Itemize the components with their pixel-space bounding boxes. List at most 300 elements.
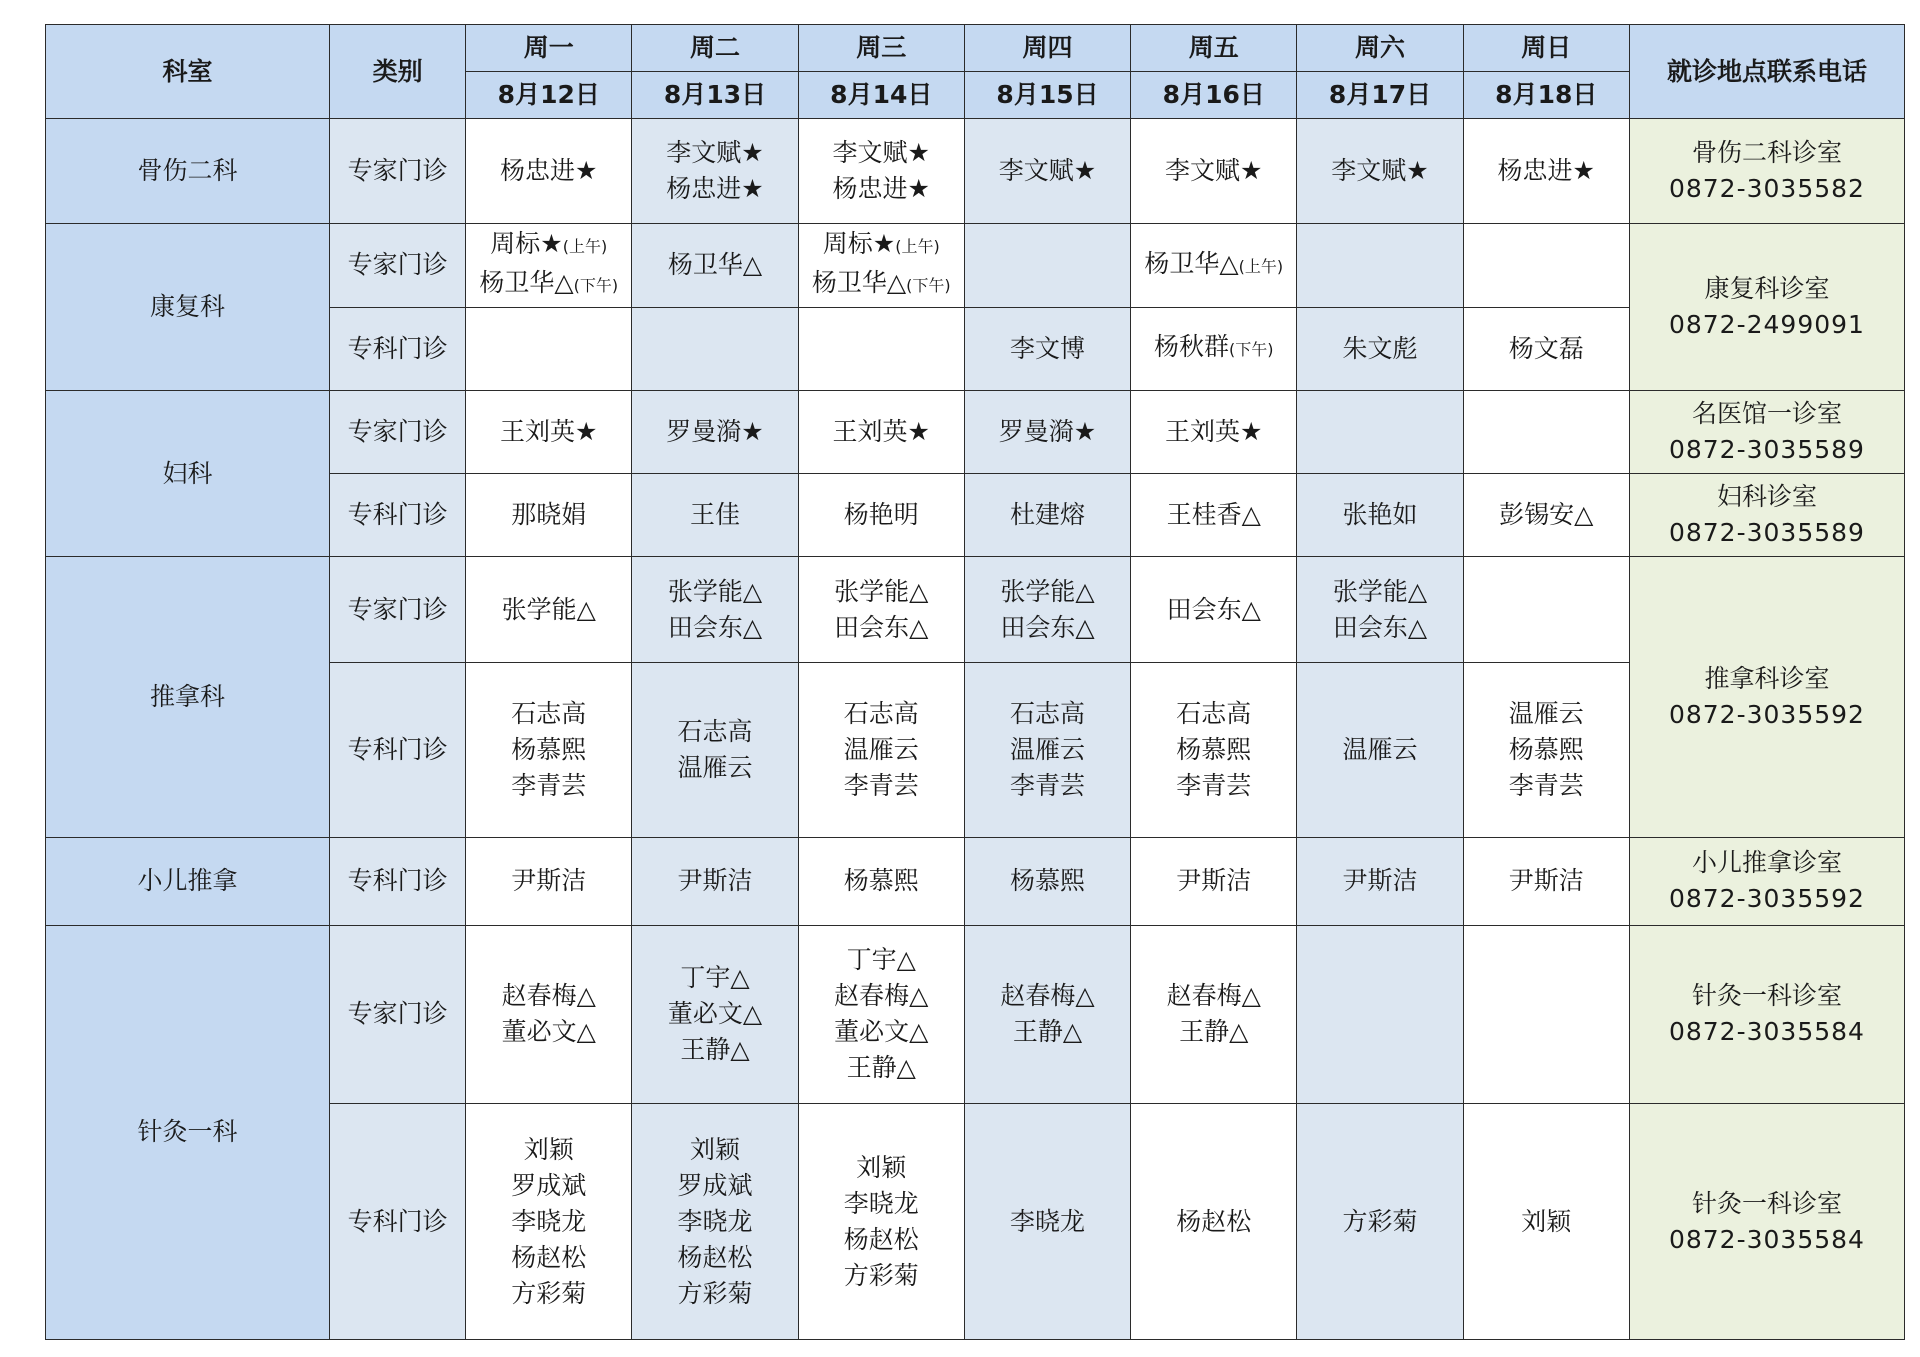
doctor-name: 周标★ bbox=[490, 229, 563, 259]
schedule-row bbox=[46, 224, 1905, 307]
location-name: 妇科诊室 bbox=[1716, 482, 1817, 512]
doctor-name: 杨赵松 bbox=[677, 1242, 753, 1272]
doctor-cell bbox=[798, 1104, 964, 1340]
doctor-cell bbox=[1131, 390, 1297, 473]
doctor-entry bbox=[803, 863, 960, 899]
doctor-name: 张学能△ bbox=[1000, 576, 1095, 606]
doctor-entry bbox=[969, 978, 1126, 1014]
doctor-name: 罗曼漪★ bbox=[998, 417, 1097, 446]
location-cell bbox=[1629, 1104, 1904, 1340]
doctor-name: 彭锡安△ bbox=[1499, 500, 1594, 530]
location-name: 小儿推拿诊室 bbox=[1691, 848, 1842, 878]
doctor-cell bbox=[1131, 474, 1297, 557]
doctor-cell bbox=[1463, 119, 1629, 224]
doctor-entry bbox=[470, 1014, 627, 1050]
doctor-entry bbox=[1468, 696, 1625, 732]
doctor-name: 丁宇△ bbox=[846, 945, 916, 975]
doctor-entry bbox=[803, 732, 960, 768]
location-name: 推拿科诊室 bbox=[1704, 664, 1830, 694]
doctor-entry bbox=[636, 1240, 793, 1276]
doctor-name: 石志高 bbox=[1010, 699, 1086, 729]
doctor-name: 尹斯洁 bbox=[1342, 866, 1418, 896]
header-location: 就诊地点联系电话 bbox=[1629, 25, 1904, 119]
clinic-type: 专家门诊 bbox=[330, 119, 466, 224]
doctor-name: 杨慕熙 bbox=[1176, 735, 1252, 765]
doctor-cell bbox=[798, 838, 964, 925]
doctor-name: 石志高 bbox=[677, 717, 753, 747]
doctor-cell bbox=[964, 224, 1130, 307]
doctor-name: 李青芸 bbox=[1010, 771, 1086, 801]
doctor-cell bbox=[466, 474, 632, 557]
location-cell bbox=[1629, 119, 1904, 224]
doctor-entry bbox=[636, 863, 793, 899]
doctor-name: 尹斯洁 bbox=[677, 866, 753, 896]
doctor-entry bbox=[1135, 978, 1292, 1014]
doctor-entry bbox=[969, 497, 1126, 533]
header-date: 8月16日 bbox=[1131, 72, 1297, 119]
session-note: (上午) bbox=[895, 237, 940, 257]
doctor-entry bbox=[803, 265, 960, 304]
doctor-entry bbox=[636, 750, 793, 786]
doctor-cell bbox=[1297, 224, 1463, 307]
doctor-entry bbox=[803, 610, 960, 646]
doctor-cell bbox=[466, 390, 632, 473]
doctor-name: 温雁云 bbox=[1342, 735, 1418, 765]
doctor-name: 王静△ bbox=[1179, 1017, 1249, 1047]
header-date: 8月14日 bbox=[798, 72, 964, 119]
doctor-cell bbox=[466, 925, 632, 1104]
doctor-entry bbox=[470, 497, 627, 533]
doctor-name: 董必文△ bbox=[667, 999, 763, 1029]
doctor-entry bbox=[1135, 329, 1292, 368]
location-phone: 0872-2499091 bbox=[1668, 310, 1865, 340]
doctor-cell bbox=[798, 307, 964, 390]
doctor-entry bbox=[1301, 1204, 1458, 1240]
location-name: 针灸一科诊室 bbox=[1691, 981, 1842, 1011]
doctor-entry bbox=[636, 1132, 793, 1168]
doctor-name: 那晓娟 bbox=[511, 500, 587, 530]
schedule-body bbox=[46, 119, 1905, 1340]
doctor-name: 李文赋★ bbox=[1331, 156, 1429, 186]
doctor-entry bbox=[470, 696, 627, 732]
doctor-name: 刘颖 bbox=[856, 1152, 907, 1182]
doctor-entry bbox=[969, 331, 1126, 367]
doctor-entry bbox=[636, 135, 793, 171]
doctor-name: 方彩菊 bbox=[1342, 1206, 1418, 1236]
doctor-entry bbox=[470, 768, 627, 804]
clinic-type: 专科门诊 bbox=[330, 1104, 466, 1340]
doctor-name: 杨文磊 bbox=[1508, 333, 1584, 363]
doctor-name: 杨慕熙 bbox=[1508, 735, 1584, 765]
doctor-name: 李文赋★ bbox=[998, 156, 1097, 186]
doctor-entry bbox=[969, 768, 1126, 804]
doctor-name: 李青芸 bbox=[1508, 771, 1584, 801]
doctor-entry bbox=[470, 1132, 627, 1168]
department-name: 小儿推拿 bbox=[46, 838, 330, 925]
doctor-cell bbox=[1131, 838, 1297, 925]
doctor-cell bbox=[964, 662, 1130, 838]
doctor-entry bbox=[470, 978, 627, 1014]
location-phone: 0872-3035584 bbox=[1668, 1017, 1865, 1047]
doctor-name: 张学能△ bbox=[834, 576, 929, 606]
doctor-entry bbox=[636, 1032, 793, 1068]
doctor-entry bbox=[636, 574, 793, 610]
doctor-name: 杨秋群 bbox=[1154, 332, 1230, 362]
doctor-entry bbox=[803, 1222, 960, 1258]
location-cell bbox=[1629, 390, 1904, 473]
header-weekday: 周四 bbox=[964, 25, 1130, 72]
doctor-cell bbox=[466, 224, 632, 307]
doctor-entry bbox=[1135, 497, 1292, 533]
doctor-cell bbox=[632, 838, 798, 925]
doctor-entry bbox=[803, 497, 960, 533]
doctor-cell bbox=[466, 662, 632, 838]
doctor-name: 方彩菊 bbox=[677, 1278, 753, 1308]
doctor-cell bbox=[964, 307, 1130, 390]
doctor-cell bbox=[1131, 224, 1297, 307]
doctor-cell bbox=[632, 474, 798, 557]
schedule-row bbox=[46, 557, 1905, 662]
doctor-entry bbox=[1135, 1014, 1292, 1050]
doctor-cell bbox=[798, 119, 964, 224]
doctor-entry bbox=[1468, 768, 1625, 804]
doctor-name: 刘颖 bbox=[1521, 1206, 1572, 1236]
doctor-entry bbox=[1301, 574, 1458, 610]
location-phone: 0872-3035592 bbox=[1668, 884, 1865, 914]
doctor-cell bbox=[1297, 925, 1463, 1104]
doctor-entry bbox=[470, 863, 627, 899]
location-phone: 0872-3035584 bbox=[1668, 1224, 1865, 1254]
doctor-entry bbox=[470, 414, 627, 450]
doctor-cell bbox=[1463, 307, 1629, 390]
doctor-cell bbox=[1463, 662, 1629, 838]
doctor-cell bbox=[964, 1104, 1130, 1340]
doctor-name: 杨忠进★ bbox=[832, 174, 930, 204]
doctor-entry bbox=[470, 265, 627, 304]
doctor-entry bbox=[470, 732, 627, 768]
doctor-name: 李文赋★ bbox=[666, 138, 764, 168]
doctor-name: 石志高 bbox=[511, 699, 587, 729]
doctor-name: 董必文△ bbox=[501, 1017, 596, 1047]
session-note: (上午) bbox=[562, 237, 608, 257]
doctor-cell bbox=[1131, 662, 1297, 838]
doctor-entry bbox=[636, 996, 793, 1032]
doctor-entry bbox=[803, 226, 960, 265]
doctor-cell bbox=[964, 119, 1130, 224]
header-date: 8月13日 bbox=[632, 72, 798, 119]
schedule-row bbox=[46, 925, 1905, 1104]
location-phone: 0872-3035592 bbox=[1668, 700, 1865, 730]
doctor-name: 张学能△ bbox=[667, 576, 763, 606]
doctor-cell bbox=[1297, 838, 1463, 925]
doctor-entry bbox=[636, 1276, 793, 1312]
doctor-entry bbox=[1468, 732, 1625, 768]
doctor-entry bbox=[803, 414, 960, 450]
doctor-entry bbox=[470, 1240, 627, 1276]
location-cell bbox=[1629, 925, 1904, 1104]
location-phone: 0872-3035589 bbox=[1668, 518, 1865, 548]
doctor-entry bbox=[969, 696, 1126, 732]
schedule-table bbox=[45, 24, 1905, 1340]
session-note: (下午) bbox=[573, 276, 619, 296]
doctor-name: 王刘英★ bbox=[500, 417, 598, 446]
doctor-name: 赵春梅△ bbox=[834, 981, 929, 1011]
doctor-name: 田会东△ bbox=[834, 612, 929, 642]
doctor-name: 温雁云 bbox=[843, 735, 919, 765]
location-name: 骨伤二科诊室 bbox=[1691, 138, 1842, 168]
doctor-name: 李晓龙 bbox=[511, 1206, 587, 1236]
doctor-name: 丁宇△ bbox=[680, 963, 750, 993]
doctor-cell bbox=[1297, 390, 1463, 473]
header-date: 8月17日 bbox=[1297, 72, 1463, 119]
doctor-cell bbox=[1131, 1104, 1297, 1340]
header-weekday: 周日 bbox=[1463, 25, 1629, 72]
doctor-cell bbox=[1297, 119, 1463, 224]
doctor-cell bbox=[964, 474, 1130, 557]
doctor-cell bbox=[1463, 925, 1629, 1104]
doctor-name: 李文赋★ bbox=[832, 138, 930, 168]
doctor-entry bbox=[803, 135, 960, 171]
doctor-entry bbox=[1135, 153, 1292, 189]
doctor-entry bbox=[636, 171, 793, 207]
doctor-name: 田会东△ bbox=[1000, 612, 1095, 642]
doctor-entry bbox=[636, 497, 793, 533]
doctor-cell bbox=[632, 390, 798, 473]
doctor-cell bbox=[466, 119, 632, 224]
doctor-name: 石志高 bbox=[843, 699, 919, 729]
doctor-name: 温雁云 bbox=[1508, 699, 1584, 729]
doctor-name: 罗成斌 bbox=[677, 1170, 753, 1200]
doctor-name: 董必文△ bbox=[834, 1017, 929, 1047]
doctor-entry bbox=[803, 768, 960, 804]
doctor-cell bbox=[1131, 557, 1297, 662]
location-cell bbox=[1629, 557, 1904, 838]
session-note: (下午) bbox=[906, 276, 951, 296]
doctor-entry bbox=[803, 574, 960, 610]
doctor-name: 杨卫华△ bbox=[667, 250, 763, 280]
doctor-name: 王桂香△ bbox=[1166, 500, 1261, 530]
doctor-name: 杨慕熙 bbox=[1010, 866, 1086, 896]
doctor-name: 赵春梅△ bbox=[501, 981, 596, 1011]
doctor-name: 尹斯洁 bbox=[511, 866, 587, 896]
doctor-entry bbox=[636, 1168, 793, 1204]
doctor-entry bbox=[803, 171, 960, 207]
doctor-entry bbox=[1135, 863, 1292, 899]
doctor-entry bbox=[969, 863, 1126, 899]
doctor-cell bbox=[1131, 925, 1297, 1104]
doctor-entry bbox=[803, 1050, 960, 1086]
clinic-type: 专家门诊 bbox=[330, 925, 466, 1104]
doctor-entry bbox=[470, 226, 627, 265]
doctor-cell bbox=[964, 557, 1130, 662]
doctor-cell bbox=[1463, 224, 1629, 307]
doctor-name: 周标★ bbox=[822, 229, 896, 259]
doctor-entry bbox=[636, 247, 793, 283]
doctor-name: 杨赵松 bbox=[511, 1242, 587, 1272]
doctor-entry bbox=[1468, 331, 1625, 367]
clinic-type: 专家门诊 bbox=[330, 557, 466, 662]
doctor-cell bbox=[632, 557, 798, 662]
doctor-entry bbox=[1468, 1204, 1625, 1240]
doctor-entry bbox=[1468, 153, 1625, 189]
schedule-row bbox=[46, 390, 1905, 473]
location-name: 康复科诊室 bbox=[1704, 274, 1830, 304]
doctor-cell bbox=[1463, 838, 1629, 925]
header-date: 8月12日 bbox=[466, 72, 632, 119]
doctor-name: 李晓龙 bbox=[677, 1206, 753, 1236]
doctor-entry bbox=[1135, 696, 1292, 732]
doctor-entry bbox=[1135, 414, 1292, 450]
doctor-entry bbox=[1135, 246, 1292, 285]
header-date: 8月18日 bbox=[1463, 72, 1629, 119]
header-weekday: 周六 bbox=[1297, 25, 1463, 72]
department-name: 康复科 bbox=[46, 224, 330, 391]
doctor-name: 杨赵松 bbox=[1176, 1206, 1252, 1236]
doctor-name: 刘颖 bbox=[523, 1134, 574, 1164]
doctor-name: 刘颖 bbox=[690, 1134, 741, 1164]
doctor-name: 李晓龙 bbox=[843, 1188, 919, 1218]
doctor-name: 李青芸 bbox=[1176, 771, 1252, 801]
doctor-name: 王刘英★ bbox=[1165, 417, 1263, 446]
clinic-type: 专家门诊 bbox=[330, 390, 466, 473]
clinic-type: 专科门诊 bbox=[330, 474, 466, 557]
doctor-entry bbox=[803, 942, 960, 978]
doctor-name: 杨忠进★ bbox=[500, 156, 598, 186]
doctor-cell bbox=[466, 307, 632, 390]
doctor-entry bbox=[1301, 610, 1458, 646]
clinic-type: 专科门诊 bbox=[330, 307, 466, 390]
doctor-cell bbox=[1297, 1104, 1463, 1340]
doctor-cell bbox=[632, 925, 798, 1104]
session-note: (下午) bbox=[1229, 340, 1274, 360]
doctor-cell bbox=[798, 662, 964, 838]
doctor-entry bbox=[1301, 863, 1458, 899]
doctor-cell bbox=[632, 119, 798, 224]
doctor-name: 李晓龙 bbox=[1010, 1206, 1086, 1236]
header-type: 类别 bbox=[330, 25, 466, 119]
doctor-cell bbox=[1463, 474, 1629, 557]
clinic-type: 专科门诊 bbox=[330, 838, 466, 925]
clinic-type: 专科门诊 bbox=[330, 662, 466, 838]
doctor-entry bbox=[470, 1168, 627, 1204]
doctor-cell bbox=[1297, 662, 1463, 838]
doctor-name: 杨卫华△ bbox=[1144, 248, 1239, 278]
department-name: 骨伤二科 bbox=[46, 119, 330, 224]
doctor-name: 李文博 bbox=[1010, 333, 1086, 363]
doctor-cell bbox=[798, 925, 964, 1104]
location-name: 名医馆一诊室 bbox=[1691, 399, 1842, 428]
doctor-entry bbox=[470, 592, 627, 628]
doctor-name: 温雁云 bbox=[677, 753, 753, 783]
doctor-entry bbox=[1135, 1204, 1292, 1240]
doctor-name: 王静△ bbox=[1012, 1017, 1083, 1047]
doctor-cell bbox=[798, 224, 964, 307]
doctor-name: 田会东△ bbox=[1166, 594, 1261, 624]
doctor-entry bbox=[636, 960, 793, 996]
doctor-entry bbox=[636, 414, 793, 450]
table-header bbox=[46, 25, 1905, 119]
doctor-name: 方彩菊 bbox=[511, 1278, 587, 1308]
doctor-name: 尹斯洁 bbox=[1176, 866, 1252, 896]
doctor-name: 温雁云 bbox=[1010, 735, 1086, 765]
header-weekday: 周三 bbox=[798, 25, 964, 72]
doctor-entry bbox=[1301, 732, 1458, 768]
doctor-name: 杨卫华△ bbox=[479, 268, 574, 298]
doctor-name: 杨卫华△ bbox=[811, 268, 907, 298]
doctor-cell bbox=[964, 390, 1130, 473]
doctor-name: 杨艳明 bbox=[843, 500, 919, 530]
header-weekday: 周五 bbox=[1131, 25, 1297, 72]
doctor-entry bbox=[1468, 863, 1625, 899]
doctor-cell bbox=[466, 557, 632, 662]
doctor-entry bbox=[969, 610, 1126, 646]
doctor-entry bbox=[969, 1014, 1126, 1050]
doctor-cell bbox=[798, 557, 964, 662]
doctor-name: 杨慕熙 bbox=[511, 735, 587, 765]
header-dept: 科室 bbox=[46, 25, 330, 119]
location-cell bbox=[1629, 224, 1904, 391]
doctor-name: 王静△ bbox=[846, 1053, 916, 1083]
location-phone: 0872-3035589 bbox=[1668, 435, 1865, 464]
location-name: 针灸一科诊室 bbox=[1691, 1188, 1842, 1218]
doctor-name: 李青芸 bbox=[511, 771, 587, 801]
doctor-name: 杨赵松 bbox=[843, 1224, 919, 1254]
doctor-name: 杨忠进★ bbox=[666, 174, 764, 204]
doctor-name: 杜建熔 bbox=[1010, 500, 1086, 530]
doctor-entry bbox=[470, 1204, 627, 1240]
doctor-cell bbox=[1131, 307, 1297, 390]
doctor-cell bbox=[632, 662, 798, 838]
doctor-entry bbox=[969, 414, 1126, 450]
location-cell bbox=[1629, 474, 1904, 557]
doctor-entry bbox=[470, 153, 627, 189]
doctor-entry bbox=[1135, 768, 1292, 804]
doctor-cell bbox=[1131, 119, 1297, 224]
doctor-name: 朱文彪 bbox=[1342, 333, 1418, 363]
doctor-cell bbox=[1463, 390, 1629, 473]
doctor-cell bbox=[1297, 474, 1463, 557]
doctor-name: 王佳 bbox=[690, 500, 741, 530]
header-weekday: 周二 bbox=[632, 25, 798, 72]
doctor-cell bbox=[466, 838, 632, 925]
doctor-entry bbox=[1135, 732, 1292, 768]
session-note: (上午) bbox=[1238, 256, 1284, 276]
doctor-cell bbox=[632, 1104, 798, 1340]
doctor-entry bbox=[969, 1204, 1126, 1240]
doctor-entry bbox=[969, 732, 1126, 768]
doctor-name: 王刘英★ bbox=[832, 417, 930, 446]
schedule-row bbox=[46, 119, 1905, 224]
doctor-entry bbox=[969, 574, 1126, 610]
doctor-entry bbox=[636, 1204, 793, 1240]
clinic-type: 专家门诊 bbox=[330, 224, 466, 307]
doctor-name: 罗成斌 bbox=[511, 1170, 587, 1200]
doctor-cell bbox=[798, 474, 964, 557]
department-name: 推拿科 bbox=[46, 557, 330, 838]
doctor-name: 杨慕熙 bbox=[843, 866, 919, 896]
doctor-name: 杨忠进★ bbox=[1497, 156, 1595, 186]
doctor-name: 赵春梅△ bbox=[1000, 981, 1095, 1011]
doctor-entry bbox=[1301, 331, 1458, 367]
doctor-entry bbox=[803, 1186, 960, 1222]
doctor-cell bbox=[1297, 557, 1463, 662]
doctor-entry bbox=[1135, 592, 1292, 628]
doctor-name: 张学能△ bbox=[1332, 576, 1428, 606]
doctor-cell bbox=[632, 224, 798, 307]
schedule-row bbox=[46, 838, 1905, 925]
doctor-entry bbox=[636, 714, 793, 750]
doctor-entry bbox=[1301, 497, 1458, 533]
